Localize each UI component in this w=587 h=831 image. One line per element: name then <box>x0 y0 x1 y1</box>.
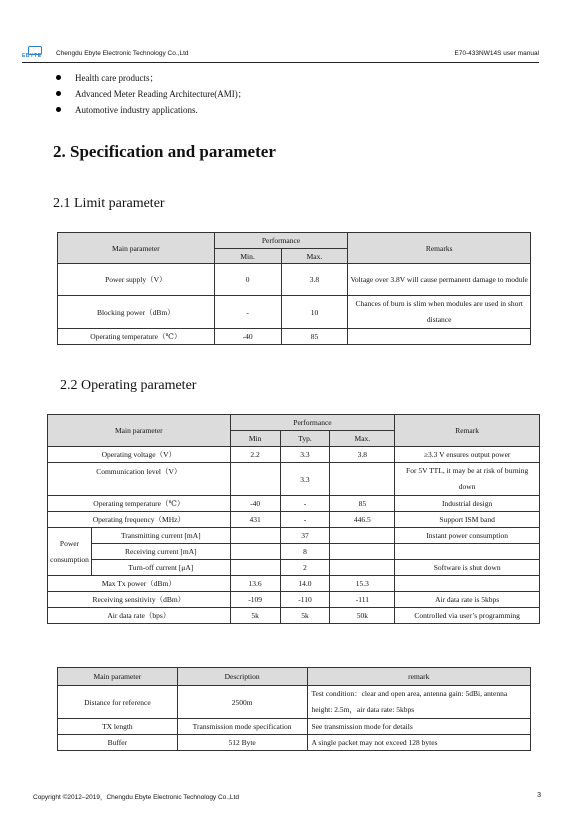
cell-max <box>330 544 395 560</box>
page-number: 3 <box>537 792 541 799</box>
cell-remark <box>395 544 540 560</box>
table-row <box>48 608 540 624</box>
table-row <box>48 463 540 496</box>
cell-param: Blocking power（dBm） <box>58 296 215 329</box>
limit-parameter-table <box>57 232 531 345</box>
cell-max: 85 <box>281 329 348 345</box>
table-row <box>48 544 540 560</box>
cell-remark: Instant power consumption <box>395 528 540 544</box>
cell-typ: 2 <box>280 560 330 576</box>
table-row <box>48 496 540 512</box>
table-row <box>58 686 531 719</box>
cell-min: -40 <box>214 329 281 345</box>
table-row <box>48 576 540 592</box>
table-row <box>58 719 531 735</box>
table-row <box>58 329 531 345</box>
cell-remark: A single packet may not exceed 128 bytes <box>307 735 531 751</box>
cell-param: Distance for reference <box>58 686 178 719</box>
footer-copyright: Copyright ©2012–2019，Chengdu Ebyte Electronic Technology Co.,Ltd <box>33 794 239 801</box>
col-description: Description <box>177 668 307 686</box>
page-header <box>22 46 539 63</box>
cell-remark: See transmission mode for details <box>307 719 531 735</box>
cell-max: 3.8 <box>281 264 348 296</box>
operating-parameter-table <box>47 414 540 624</box>
cell-min: 13.6 <box>230 576 280 592</box>
cell-param: Operating temperature（℃） <box>58 329 215 345</box>
cell-typ: 3.3 <box>280 447 330 463</box>
table-row <box>58 264 531 296</box>
cell-remark: Support ISM band <box>395 512 540 528</box>
cell-min: 0 <box>214 264 281 296</box>
header-company: Chengdu Ebyte Electronic Technology Co.,Ltd <box>56 50 189 57</box>
table-row <box>58 735 531 751</box>
cell-max: 10 <box>281 296 348 329</box>
cell-description: Transmission mode specification <box>177 719 307 735</box>
cell-max: 85 <box>330 496 395 512</box>
cell-param: Communication level（V） <box>48 463 231 496</box>
cell-max: 3.8 <box>330 447 395 463</box>
cell-remark <box>395 576 540 592</box>
application-list <box>56 70 247 118</box>
cell-max <box>330 528 395 544</box>
cell-param: Power supply（V） <box>58 264 215 296</box>
cell-min: - <box>214 296 281 329</box>
col-main-parameter: Main parameter <box>58 233 215 264</box>
cell-typ: 37 <box>280 528 330 544</box>
cell-typ: -110 <box>280 592 330 608</box>
cell-remark: Test condition：clear and open area, antenna gain: 5dBi, antenna height: 2.5m，air data rate: 5kbps <box>307 686 531 719</box>
cell-max <box>330 560 395 576</box>
col-remark: Remark <box>395 415 540 447</box>
col-typ: Typ. <box>280 431 330 447</box>
cell-param: Transmitting current [mA] <box>91 528 230 544</box>
header-manual-title: E70-433NW14S user manual <box>454 50 539 57</box>
cell-param: Air data rate（bps） <box>48 608 231 624</box>
reference-parameter-table <box>57 667 531 751</box>
col-max: Max. <box>281 249 348 264</box>
cell-min <box>230 560 280 576</box>
table-row <box>48 528 540 544</box>
cell-typ: 14.0 <box>280 576 330 592</box>
cell-param: Receiving current [mA] <box>91 544 230 560</box>
cell-max: 50k <box>330 608 395 624</box>
cell-remark: ≥3.3 V ensures output power <box>395 447 540 463</box>
cell-description: 512 Byte <box>177 735 307 751</box>
cell-param: Receiving sensitivity（dBm） <box>48 592 231 608</box>
table-row <box>48 447 540 463</box>
cell-typ: 8 <box>280 544 330 560</box>
cell-typ: - <box>280 496 330 512</box>
logo-text: EBYTE <box>22 53 42 59</box>
list-item: Advanced Meter Reading Architecture(AMI)； <box>56 86 247 102</box>
operating-parameter-heading: 2.2 Operating parameter <box>60 378 197 393</box>
cell-remark: Air data rate is 5kbps <box>395 592 540 608</box>
table-row <box>58 296 531 329</box>
cell-remark: Software is shut down <box>395 560 540 576</box>
cell-min: 5k <box>230 608 280 624</box>
cell-param: Turn-off current [μA] <box>91 560 230 576</box>
col-main-parameter: Main parameter <box>58 668 178 686</box>
cell-min: 431 <box>230 512 280 528</box>
list-item: Health care products； <box>56 70 247 86</box>
cell-min <box>230 544 280 560</box>
col-remarks: Remarks <box>348 233 531 264</box>
table-row <box>48 512 540 528</box>
cell-param: TX length <box>58 719 178 735</box>
cell-min <box>230 528 280 544</box>
col-min: Min. <box>214 249 281 264</box>
cell-remark <box>348 329 531 345</box>
cell-max: 15.3 <box>330 576 395 592</box>
cell-remark: For 5V TTL, it may be at risk of burning down <box>395 463 540 496</box>
cell-param: Operating frequency（MHz） <box>48 512 231 528</box>
col-remark: remark <box>307 668 531 686</box>
cell-param: Operating voltage（V） <box>48 447 231 463</box>
col-min: Min <box>230 431 280 447</box>
cell-min: -109 <box>230 592 280 608</box>
cell-param: Buffer <box>58 735 178 751</box>
cell-param: Operating temperature（℃） <box>48 496 231 512</box>
cell-typ: - <box>280 512 330 528</box>
cell-max: -111 <box>330 592 395 608</box>
cell-param: Max Tx power（dBm） <box>48 576 231 592</box>
table-row <box>48 560 540 576</box>
col-performance: Performance <box>214 233 348 249</box>
cell-min: 2.2 <box>230 447 280 463</box>
cell-typ: 3.3 <box>280 463 330 496</box>
cell-min <box>230 463 280 496</box>
col-performance: Performance <box>230 415 395 431</box>
section-title: 2. Specification and parameter <box>53 142 276 161</box>
col-main-parameter: Main parameter <box>48 415 231 447</box>
cell-description: 2500m <box>177 686 307 719</box>
limit-parameter-heading: 2.1 Limit parameter <box>53 196 165 211</box>
col-max: Max. <box>330 431 395 447</box>
cell-remark: Industrial design <box>395 496 540 512</box>
cell-remark: Controlled via user’s programming <box>395 608 540 624</box>
cell-max: 446.5 <box>330 512 395 528</box>
table-row <box>48 592 540 608</box>
cell-max <box>330 463 395 496</box>
cell-typ: 5k <box>280 608 330 624</box>
cell-remark: Chances of burn is slim when modules are used in short distance <box>348 296 531 329</box>
list-item: Automotive industry applications. <box>56 102 247 118</box>
cell-power-consumption: Power consumption <box>48 528 92 576</box>
cell-remark: Voltage over 3.8V will cause permanent damage to module <box>348 264 531 296</box>
ebyte-logo <box>22 46 48 60</box>
cell-min: -40 <box>230 496 280 512</box>
